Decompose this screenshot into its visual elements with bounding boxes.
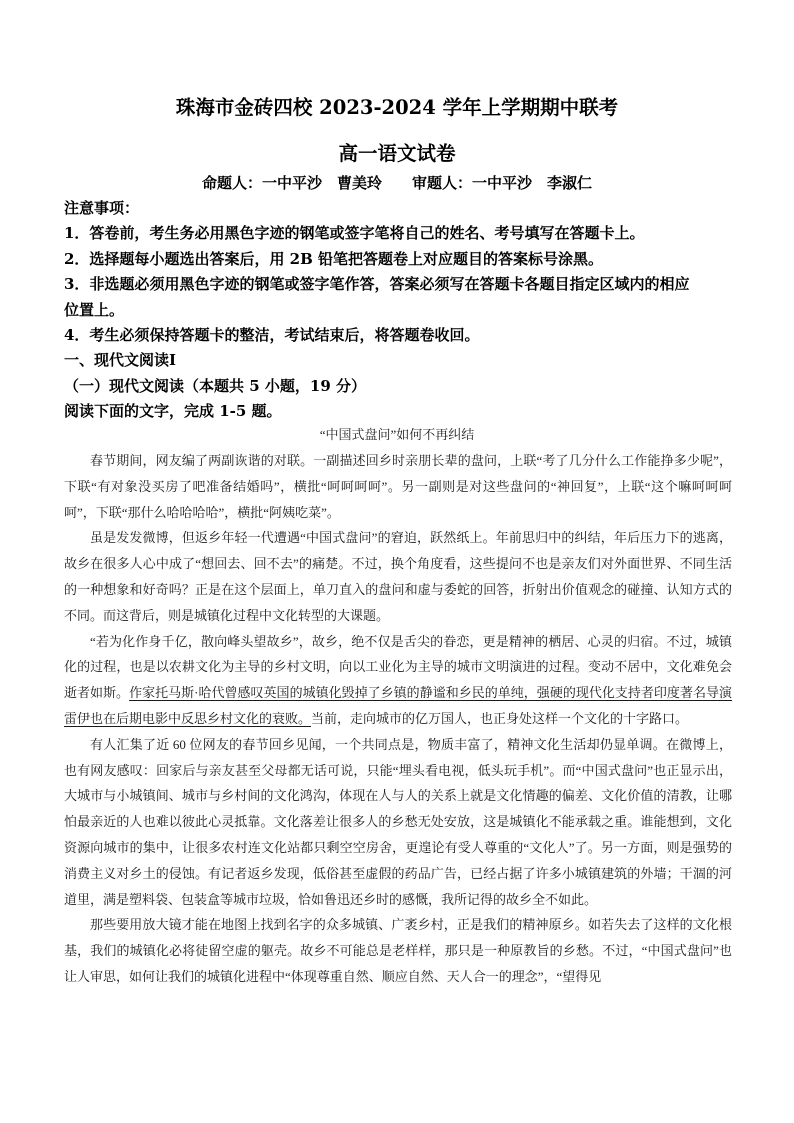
article-paragraph: 那些要用放大镜才能在地图上找到名字的众多城镇、广袤乡村，正是我们的精神原乡。如若失去了这样的文化根基，我们的城镇化必将徒留空虚的躯壳。故乡不可能总是老样样，那只是一种原教旨的乡愁。不过，“中国式盘问”也让人审思，如何让我们的城镇化进程中“体现尊重自然、顺应自然、天人合一的理念”，“望得见 <box>64 917 732 984</box>
paragraph-text: “若为化作身千亿，散向峰头望故乡”，故乡，绝不仅是舌尖的眷恋，更是精神的栖居、心灵的归宿。不过，城镇化的过程，也是以农耕文化为主导的乡村文明，向以工业化为主导的城市文明演进的过程。变动不居中，文化难免会逝者如斯。 <box>64 633 732 701</box>
underlined-text: 作家托马斯·哈代曾感叹英国的城镇化毁掉了乡镇的静谧和乡民的单纯，强硬的现代化支持者印度著名导演雷伊也在后期电影中反思乡村文化的衰败。 <box>64 685 732 726</box>
notes-item: 位置上。 <box>64 300 125 319</box>
section-sub: （一）现代文阅读（本题共 5 小题，19 分） <box>64 376 366 395</box>
notes-item: 1．答卷前，考生务必用黑色字迹的钢笔或签字笔将自己的姓名、考号填写在答题卡上。 <box>64 224 645 243</box>
notes-item: 3．非选题必须用黑色字迹的钢笔或签字笔作答，答案必须写在答题卡各题目指定区域内的相应 <box>64 275 690 294</box>
notes-item: 2．选择题每小题选出答案后，用 2B 铅笔把答题卷上对应题目的答案标号涂黑。 <box>64 249 604 268</box>
section-label: 一、现代文阅读Ⅰ <box>64 351 177 370</box>
exam-title: 珠海市金砖四校 2023-2024 学年上学期期中联考 <box>175 96 619 119</box>
notes-item: 4．考生必须保持答题卡的整洁，考试结束后，将答题卷收回。 <box>64 326 480 345</box>
exam-subtitle: 高一语文试卷 <box>338 142 456 165</box>
exam-authors: 命题人：一中平沙 曹美玲 审题人：一中平沙 李淑仁 <box>201 174 592 192</box>
article-paragraph: 春节期间，网友编了两副诙谐的对联。一副描述回乡时亲朋长辈的盘问，上联“考了几分什么工作能挣多少呢”，下联“有对象没买房了吧准备结婚吗”，横批“呵呵呵呵”。另一副则是对这些盘问的“神回复”，上联“这个嘛呵呵呵呵”，下联“那什么哈哈哈哈”，横批“阿姨吃菜”。 <box>64 453 732 520</box>
article-body <box>64 448 732 990</box>
article-paragraph: 虽是发发微博，但返乡年轻一代遭遇“中国式盘问”的窘迫，跃然纸上。年前思归中的纠结，年后压力下的逃离，故乡在很多人心中成了“想回去、回不去”的痛楚。不过，换个角度看，这些提问不也是亲友们对外面世界、不同生活的一种想象和好奇吗？正是在这个层面上，单刀直入的盘问和虚与委蛇的回答，折射出价值观念的碰撞、认知方式的不同。而这背后，则是城镇化过程中文化转型的大课题。 <box>64 530 732 623</box>
notes-block <box>64 196 744 425</box>
paragraph-text: 当前，走向城市的亿万国人，也正身处这样一个文化的十字路口。 <box>311 710 689 726</box>
section-instruction: 阅读下面的文字，完成 1-5 题。 <box>64 402 282 421</box>
notes-heading: 注意事项： <box>64 199 140 217</box>
article-paragraph <box>64 629 732 732</box>
article-title: “中国式盘问”如何不再纠结 <box>319 427 475 442</box>
article-paragraph: 有人汇集了近 60 位网友的春节回乡见闻，一个共同点是，物质丰富了，精神文化生活却仍显单调。在微博上，也有网友感叹：回家后与亲友甚至父母都无话可说，只能“埋头看电视，低头玩手机”。而“中国式盘问”也正显示出，大城市与小城镇间、城市与乡村间的文化鸿沟，体现在人与人的关系上就是文化情趣的偏差、文化价值的清教，让哪怕最亲近的人也难以彼此心灵抵靠。文化落差让很多人的乡愁无处安放，这是城镇化不能承载之重。谁能想到，文化资源向城市的集中，让很多农村连文化站都只剩空空房舍，更遑论有受人尊重的“文化人”了。另一方面，则是强势的消费主义对乡土的侵蚀。有记者返乡发现，低俗甚至虚假的药品广告，已经占据了许多小城镇建筑的外墙；干涸的河道里，满是塑料袋、包装盒等城市垃圾，恰如鲁迅还乡时的感慨，我所记得的故乡全不如此。 <box>64 736 732 907</box>
